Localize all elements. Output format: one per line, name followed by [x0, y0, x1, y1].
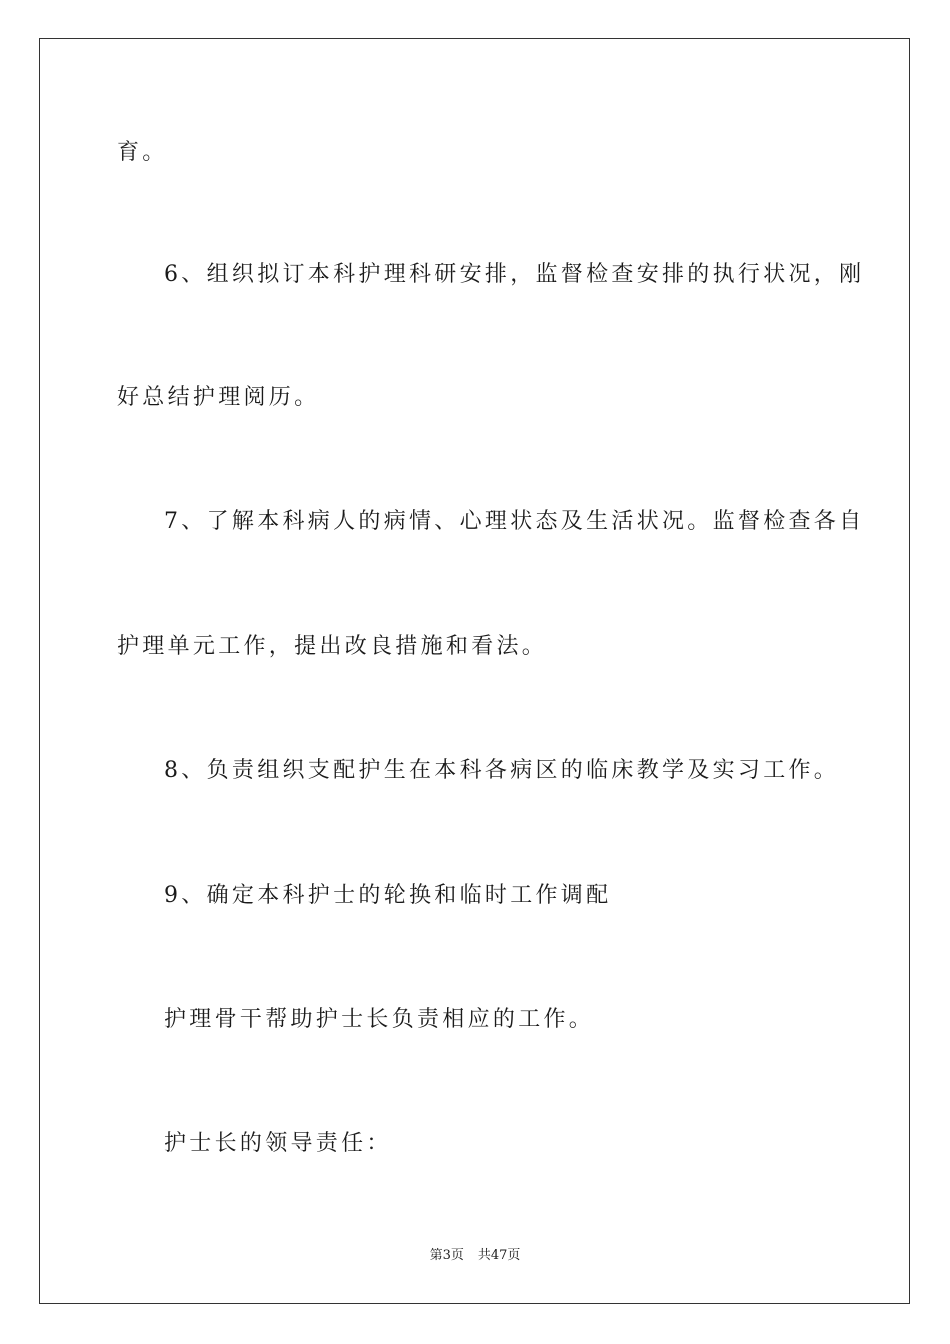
text-line-item-7-cont: 护理单元工作，提出改良措施和看法。: [117, 634, 548, 659]
text-line-item-9: 9、确定本科护士的轮换和临时工作调配: [164, 883, 612, 908]
text-line-item-7: 7、了解本科病人的病情、心理状态及生活状况。监督检查各自: [164, 509, 865, 534]
page-border: [39, 38, 910, 1304]
text-line-item-8: 8、负责组织支配护生在本科各病区的临床教学及实习工作。: [164, 758, 840, 783]
text-line-heading: 护士长的领导责任：: [164, 1131, 392, 1156]
footer-total-pages: 共47页: [477, 1248, 521, 1263]
text-line-continuation: 育。: [117, 140, 168, 165]
footer-current-page: 第3页: [429, 1248, 464, 1263]
page-footer: [0, 1247, 950, 1265]
text-line-item-6: 6、组织拟订本科护理科研安排，监督检查安排的执行状况，刚: [164, 262, 865, 287]
text-line-item-6-cont: 好总结护理阅历。: [117, 385, 320, 410]
text-line-backbone: 护理骨干帮助护士长负责相应的工作。: [164, 1007, 595, 1032]
